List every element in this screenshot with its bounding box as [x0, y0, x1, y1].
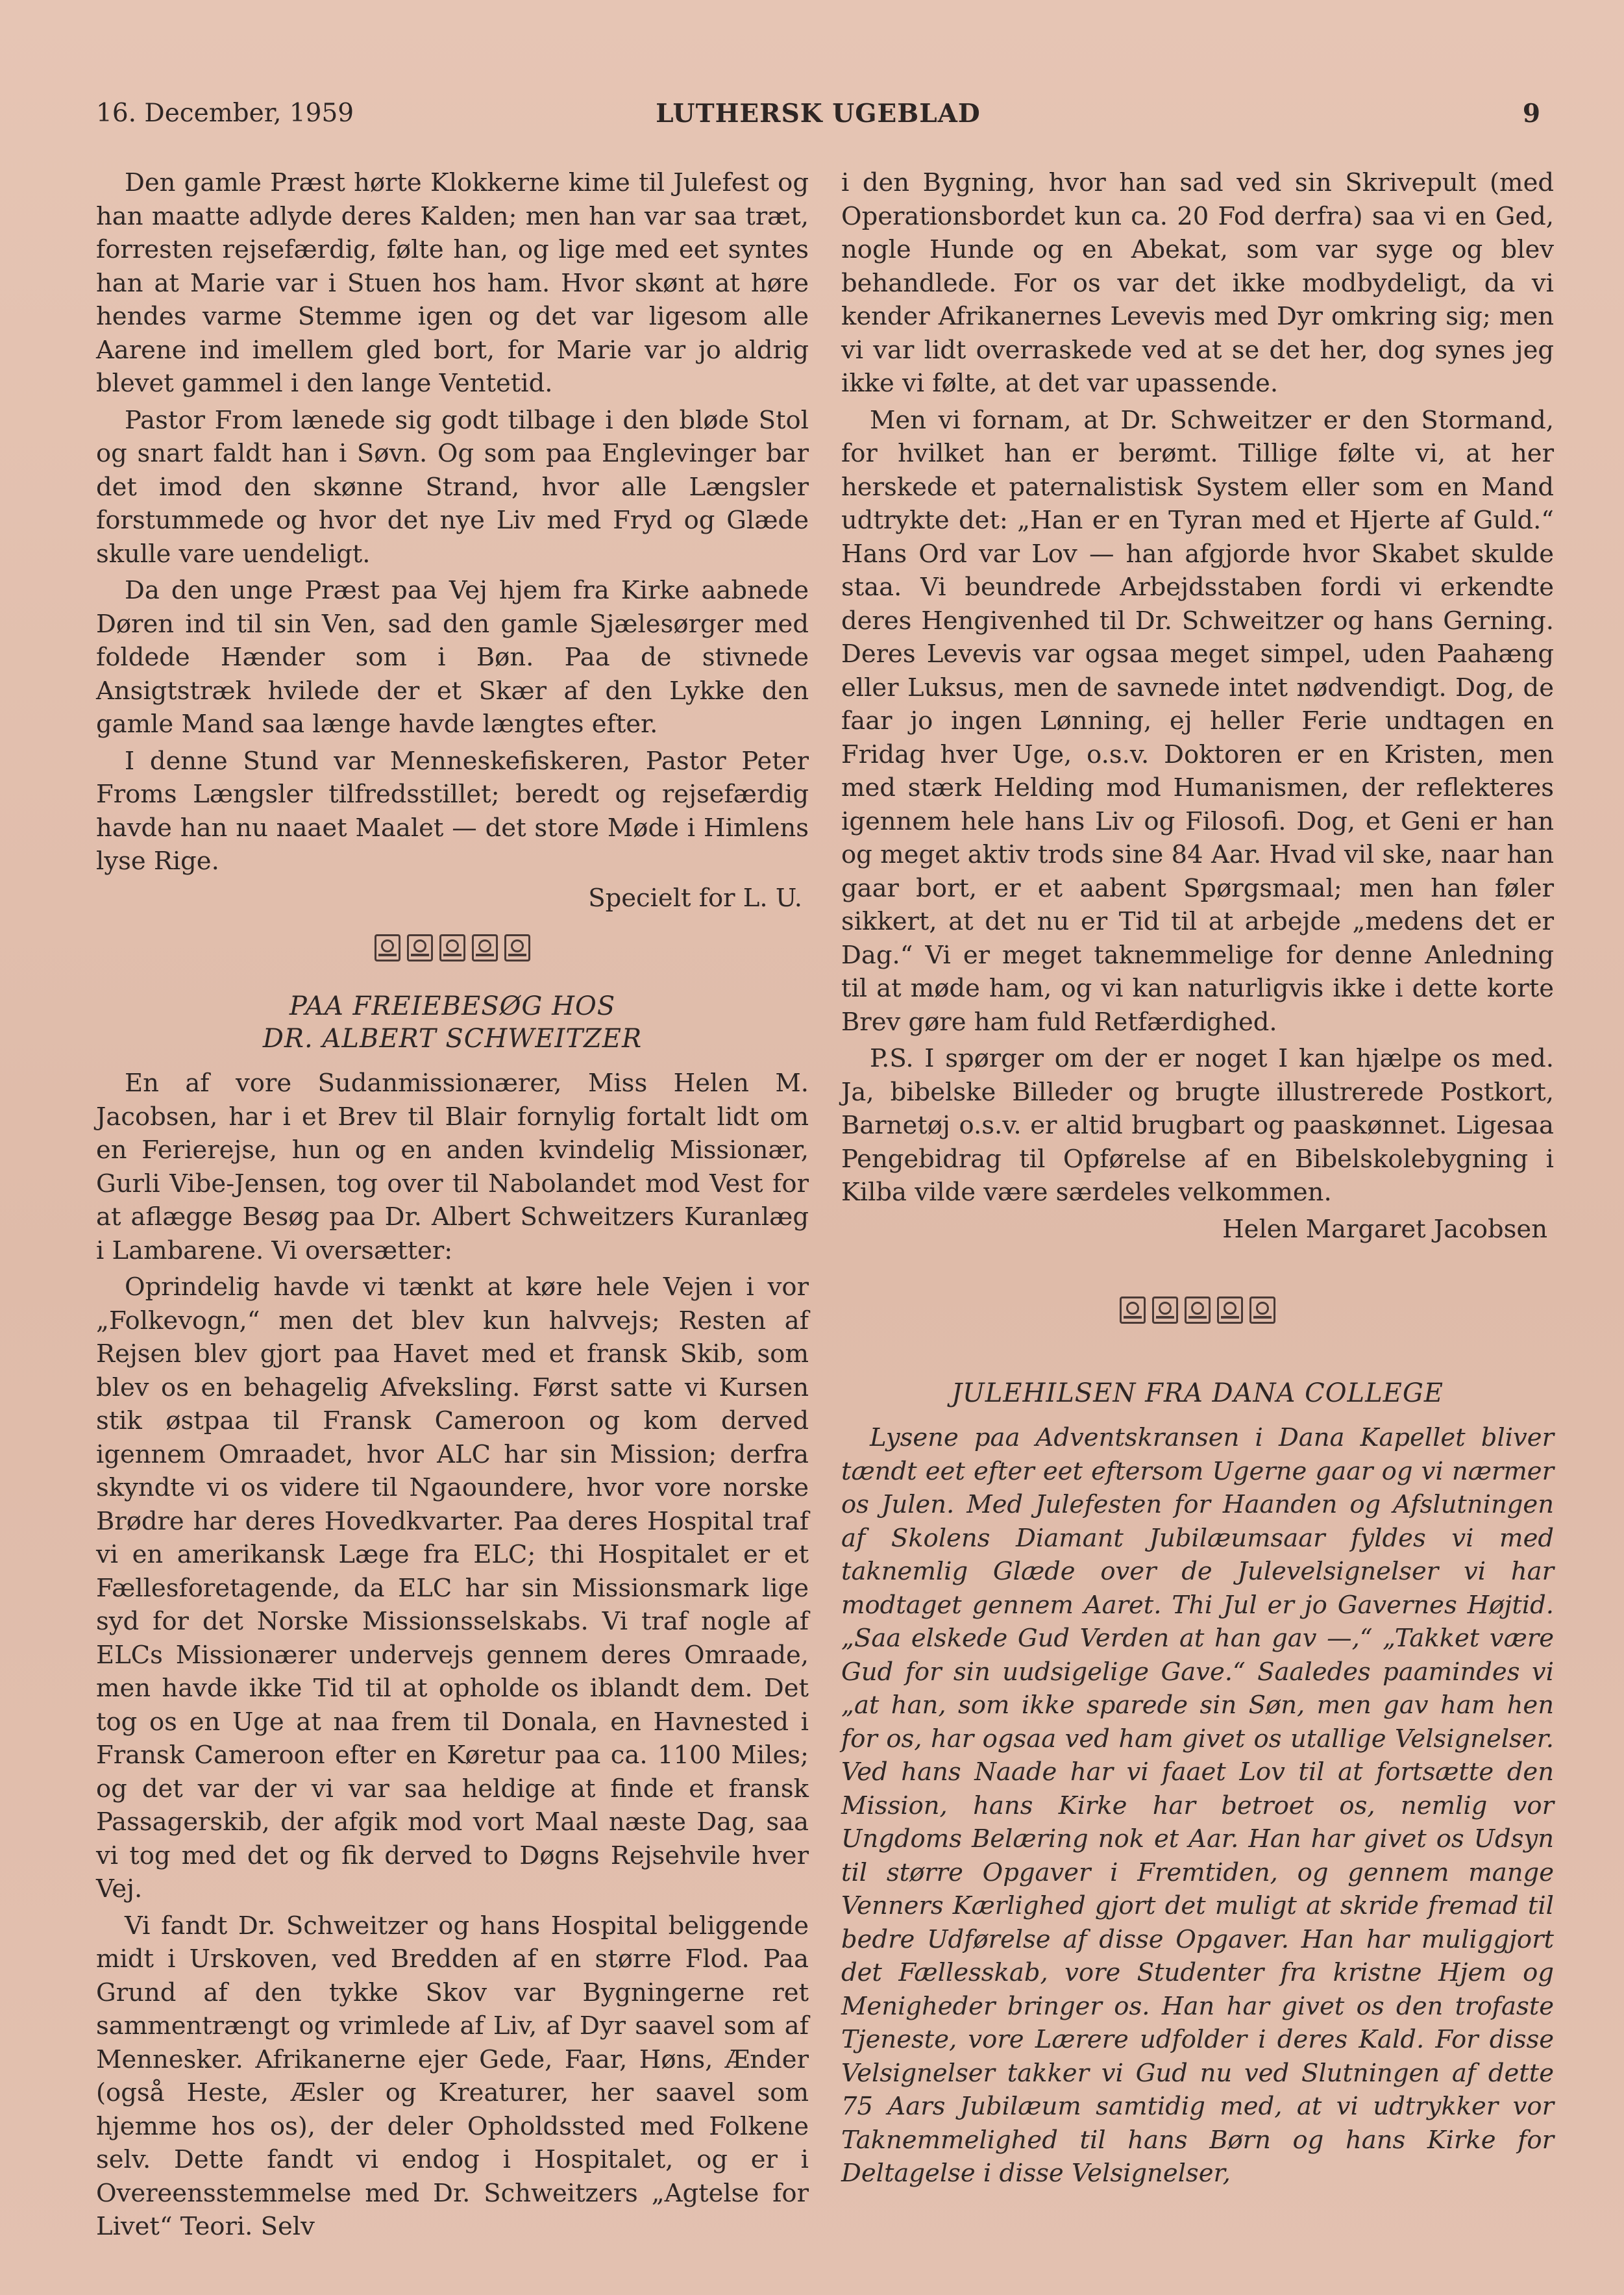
ornament-icon: [1185, 1296, 1211, 1324]
ornament-icon: [407, 934, 433, 961]
page-number: 9: [1522, 99, 1540, 129]
story-paragraph: Da den unge Præst paa Vej hjem fra Kirke aabnede Døren ind til sin Ven, sad den gamle Sjælesørger med foldede Hænder som i Bøn. Paa de stivnede Ansigtstræk hvilede der et Skær af den Lykke den gamle Mand saa længe havde længtes efter.: [96, 576, 809, 739]
article-paragraph: P.S. I spørger om der er noget I kan hjælpe os med. Ja, bibelske Billeder og brugte illustrerede Postkort, Barnetøj o.s.v. er altid brugbart og paaskønnet. Ligesaa Pengebidrag til Opførelse af en Bibelskolebygning i Kilba vilde være særdeles velkommen.: [841, 1044, 1554, 1207]
page-header: [96, 99, 1540, 138]
story-paragraph: I denne Stund var Menneskefiskeren, Pastor Peter Froms Længsler tilfredsstillet; beredt og rejsefærdig havde han nu naaet Maalet — det store Møde i Himlens lyse Rige.: [96, 746, 809, 876]
ornament-icon: [1249, 1296, 1275, 1324]
ornament-divider: [96, 934, 809, 977]
article-headline-line1: PAA FREIEBESØG HOS: [289, 991, 616, 1021]
section-paragraph: Lysene paa Adventskransen i Dana Kapellet bliver tændt eet efter eet eftersom Ugerne gaar og vi nærmer os Julen. Med Julefesten for Haanden og Afslutningen af Skolens Diamant Jubilæumsaar fyldes vi med taknemlig Glæde over de Julevelsignelser vi har modtaget gennem Aaret. Thi Jul er jo Gavernes Højtid. „Saa elskede Gud Verden at han gav —,“ „Takket være Gud for sin uudsigelige Gave.“ Saaledes paamindes vi „at han, som ikke sparede sin Søn, men gav ham hen for os, har ogsaa ved ham givet os utallige Velsignelser. Ved hans Naade har vi faaet Lov til at fortsætte den Mission, hans Kirke har betroet os, nemlig vor Ungdoms Belæring nok et Aar. Han har givet os Udsyn til større Opgaver i Fremtiden, og gennem mange Venners Kærlighed gjort det muligt at skride fremad til bedre Udførelse af disse Opgaver. Han har muliggjort det Fællesskab, vore Studenter fra kristne Hjem og Menigheder bringer os. Han har givet os den trofaste Tjeneste, vore Lærere udfolder i deres Kald. For disse Velsignelser takker vi Gud nu ved Slutningen af dette 75 Aars Jubilæum samtidig med, at vi udtrykker vor Taknemmelighed til hans Børn og hans Kirke for Deltagelse i disse Velsignelser,: [841, 1423, 1554, 2188]
article-paragraph: Vi fandt Dr. Schweitzer og hans Hospital beliggende midt i Urskoven, ved Bredden af en større Flod. Paa Grund af den tykke Skov var Bygningerne ret sammentrængt og vrimlede af Liv, af Dyr saavel som af Mennesker. Afrikanerne ejer Gede, Faar, Høns, Ænder (også Heste, Æsler og Kreaturer, her saavel som hjemme hos os), der deler Opholdssted med Folkene selv. Dette fandt vi endog i Hospitalet, og er i Overeensstemmelse med Dr. Schweitzers „Agtelse for Livet“ Teori. Selv: [96, 1911, 809, 2241]
article-paragraph: Oprindelig havde vi tænkt at køre hele Vejen i vor „Folkevogn,“ men det blev kun halvvejs; Resten af Rejsen blev gjort paa Havet med et fransk Skib, som blev os en behagelig Afveksling. Først satte vi Kursen stik østpaa til Fransk Cameroon og kom derved igennem Omraadet, hvor ALC har sin Mission; derfra skyndte vi os videre til Ngaoundere, hvor vore norske Brødre har deres Hovedkvarter. Paa deres Hospital traf vi en amerikansk Læge fra ELC; thi Hospitalet er et Fællesforetagende, da ELC har sin Missionsmark lige syd for det Norske Missionsselskabs. Vi traf nogle af ELCs Missionærer undervejs gennem deres Omraade, men havde ikke Tid til at opholde os iblandt dem. Det tog os en Uge at naa frem til Donala, en Havnested i Fransk Cameroon efter en Køretur paa ca. 1100 Miles; og det var der vi var saa heldige at finde et fransk Passagerskib, der afgik mod vort Maal næste Dag, saa vi tog med det og fik derved to Døgns Rejsehvile hver Vej.: [96, 1272, 809, 1904]
issue-date: 16. December, 1959: [96, 99, 354, 128]
ornament-icon: [1152, 1296, 1178, 1324]
article-headline: [96, 990, 809, 1055]
ornament-icon: [1120, 1296, 1146, 1324]
story-paragraph: Pastor From lænede sig godt tilbage i den bløde Stol og snart faldt han i Søvn. Og som paa Englevinger bar det imod den skønne Strand, hvor alle Længsler forstummede og hvor det nye Liv med Fryd og Glæde skulle vare uendeligt.: [96, 405, 809, 569]
ornament-icon: [375, 934, 400, 961]
right-column: [841, 166, 1554, 2194]
article-headline-line2: DR. ALBERT SCHWEITZER: [262, 1024, 643, 1054]
ornament-icon: [504, 934, 530, 961]
ornament-icon: [1217, 1296, 1243, 1324]
story-signature: Specielt for L. U.: [588, 883, 802, 913]
article-paragraph: i den Bygning, hvor han sad ved sin Skrivepult (med Operationsbordet kun ca. 20 Fod derfra) saa vi en Ged, nogle Hunde og en Abekat, som var syge og blev behandlede. For os var det ikke modbydeligt, da vi kender Afrikanernes Levevis med Dyr omkring sig; men vi var lidt overraskede ved at se det her, dog synes jeg ikke vi følte, at det var upassende.: [841, 168, 1554, 398]
ornament-divider: [841, 1296, 1554, 1339]
publication-title: LUTHERSK UGEBLAD: [656, 99, 981, 129]
article-paragraph: En af vore Sudanmissionærer, Miss Helen M. Jacobsen, har i et Brev til Blair fornylig fortalt lidt om en Ferierejse, hun og en anden kvindelig Missionær, Gurli Vibe-Jensen, tog over til Nabolandet mod Vest for at aflægge Besøg paa Dr. Albert Schweitzers Kuranlæg i Lambarene. Vi oversætter:: [96, 1069, 809, 1265]
article-signature: Helen Margaret Jacobsen: [1222, 1214, 1547, 1244]
article-paragraph: Men vi fornam, at Dr. Schweitzer er den Stormand, for hvilket han er berømt. Tillige følte vi, at her herskede et paternalistisk System eller som en Mand udtrykte det: „Han er en Tyran med et Hjerte af Guld.“ Hans Ord var Lov — han afgjorde hvor Skabet skulde staa. Vi beundrede Arbejdsstaben fordi vi erkendte deres Hengivenhed til Dr. Schweitzer og hans Gerning. Deres Levevis var ogsaa meget simpel, uden Paahæng eller Luksus, men de savnede intet nødvendigt. Dog, de faar jo ingen Lønning, ej heller Ferie undtagen en Fridag hver Uge, o.s.v. Doktoren er en Kristen, men med stærk Helding mod Humanismen, der reflekteres igennem hele hans Liv og Filosofi. Dog, et Geni er han og meget aktiv trods sine 84 Aar. Hvad vil ske, naar han gaar bort, er et aabent Spørgsmaal; men han føler sikkert, at det nu er Tid til at arbejde „medens det er Dag.“ Vi er meget taknemmelige for denne Anledning til at møde ham, og vi kan naturligvis ikke i dette korte Brev gøre ham fuld Retfærdighed.: [841, 405, 1554, 1037]
ornament-icon: [439, 934, 465, 961]
section-body: [841, 1421, 1554, 2190]
left-column: [96, 166, 809, 2247]
story-paragraph: Den gamle Præst hørte Klokkerne kime til Julefest og han maatte adlyde deres Kalden; men han var saa træt, forresten rejsefærdig, følte han, og lige med eet syntes han at Marie var i Stuen hos ham. Hvor skønt at høre hendes varme Stemme igen og det var ligesom alle Aarene ind imellem gled bort, for Marie var jo aldrig blevet gammel i den lange Ventetid.: [96, 168, 809, 398]
section-headline: JULEHILSEN FRA DANA COLLEGE: [952, 1378, 1444, 1408]
ornament-icon: [472, 934, 498, 961]
